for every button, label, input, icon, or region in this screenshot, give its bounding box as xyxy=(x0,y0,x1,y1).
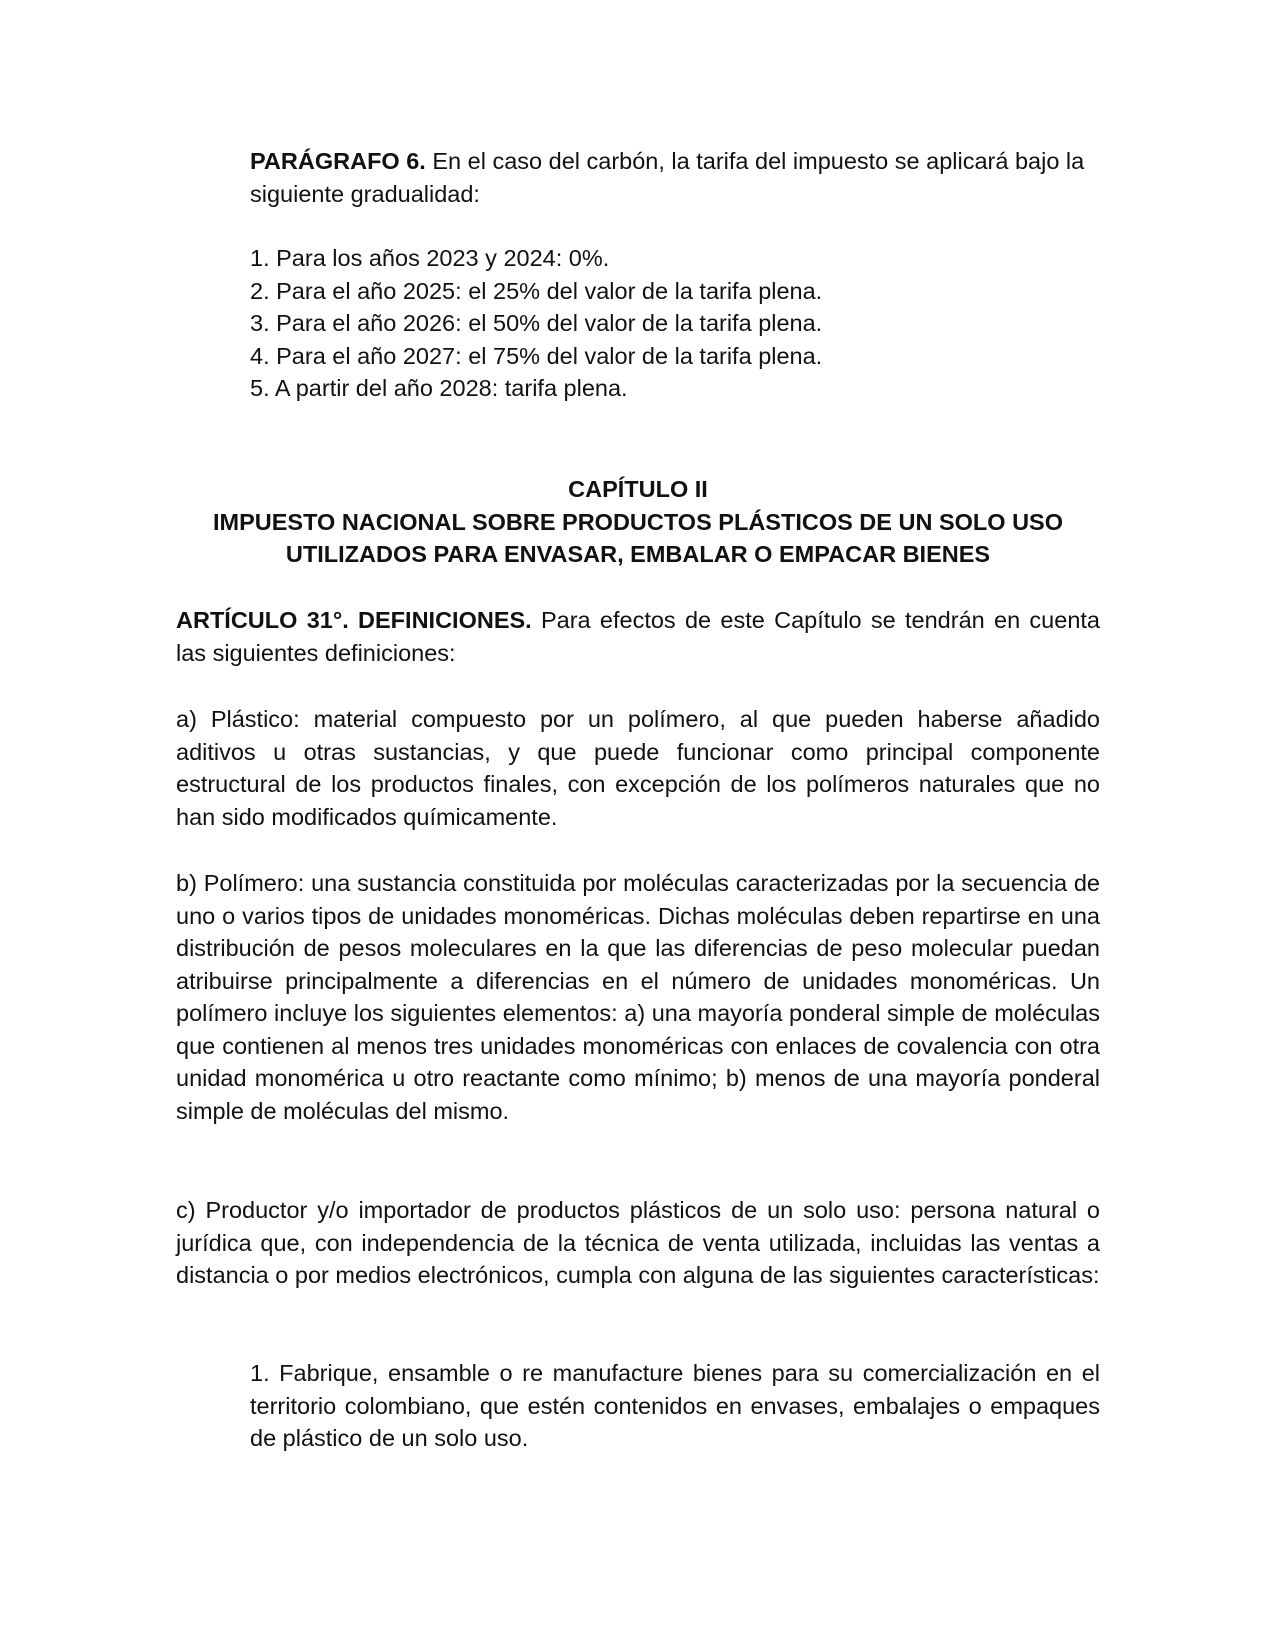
paragrafo-6-text: En el caso del carbón, la tarifa del impuesto se aplicará bajo la siguiente gradualidad: xyxy=(250,148,1085,207)
list-item: 1. Para los años 2023 y 2024: 0%. xyxy=(250,245,610,271)
paragrafo-6-label: PARÁGRAFO 6. xyxy=(250,148,426,174)
paragrafo-6 xyxy=(250,145,1100,210)
chapter-number: CAPÍTULO II xyxy=(568,476,708,502)
gradualidad-list xyxy=(250,242,1100,405)
definition-c: c) Productor y/o importador de productos plásticos de un solo uso: persona natural o jurídica que, con independencia de la técnica de venta utilizada, incluidas las ventas a distancia o por medios electrónicos, cumpla con alguna de las siguientes características: xyxy=(176,1197,1100,1288)
definition-b: b) Polímero: una sustancia constituida por moléculas caracterizadas por la secuencia de uno o varios tipos de unidades monoméricas. Dichas moléculas deben repartirse en una distribución de pesos moleculares en la que las diferencias de peso molecular puedan atribuirse principalmente a diferencias en el número de unidades monoméricas. Un polímero incluye los siguientes elementos: a) una mayoría ponderal simple de moléculas que contienen al menos tres unidades monoméricas con enlaces de covalencia con otra unidad monomérica u otro reactante como mínimo; b) menos de una mayoría ponderal simple de moléculas del mismo. xyxy=(176,870,1100,1124)
definition-c-item-1: 1. Fabrique, ensamble o re manufacture bienes para su comercialización en el territorio colombiano, que estén contenidos en envases, embalajes o empaques de plástico de un solo uso. xyxy=(250,1360,1100,1451)
list-item: 4. Para el año 2027: el 75% del valor de la tarifa plena. xyxy=(250,342,823,369)
article-31-label: ARTÍCULO 31°. DEFINICIONES. xyxy=(176,607,532,633)
list-item: 2. Para el año 2025: el 25% del valor de la tarifa plena. xyxy=(250,277,823,304)
list-item: 3. Para el año 2026: el 50% del valor de la tarifa plena. xyxy=(250,310,823,336)
chapter-title-line-1: IMPUESTO NACIONAL SOBRE PRODUCTOS PLÁSTICOS DE UN SOLO USO xyxy=(212,508,1063,535)
chapter-title-line-2: UTILIZADOS PARA ENVASAR, EMBALAR O EMPACAR BIENES xyxy=(285,541,991,567)
definition-a: a) Plástico: material compuesto por un polímero, al que pueden haberse añadido aditivos u otras sustancias, y que puede funcionar como principal componente estructural de los productos finales, con excepción de los polímeros naturales que no han sido modificados químicamente. xyxy=(176,706,1100,830)
list-item: 5. A partir del año 2028: tarifa plena. xyxy=(250,375,628,401)
article-31-text: Para efectos de este Capítulo se tendrán en cuenta las siguientes definiciones: xyxy=(176,607,1100,666)
chapter-heading xyxy=(176,473,1100,571)
article-31 xyxy=(176,604,1100,669)
